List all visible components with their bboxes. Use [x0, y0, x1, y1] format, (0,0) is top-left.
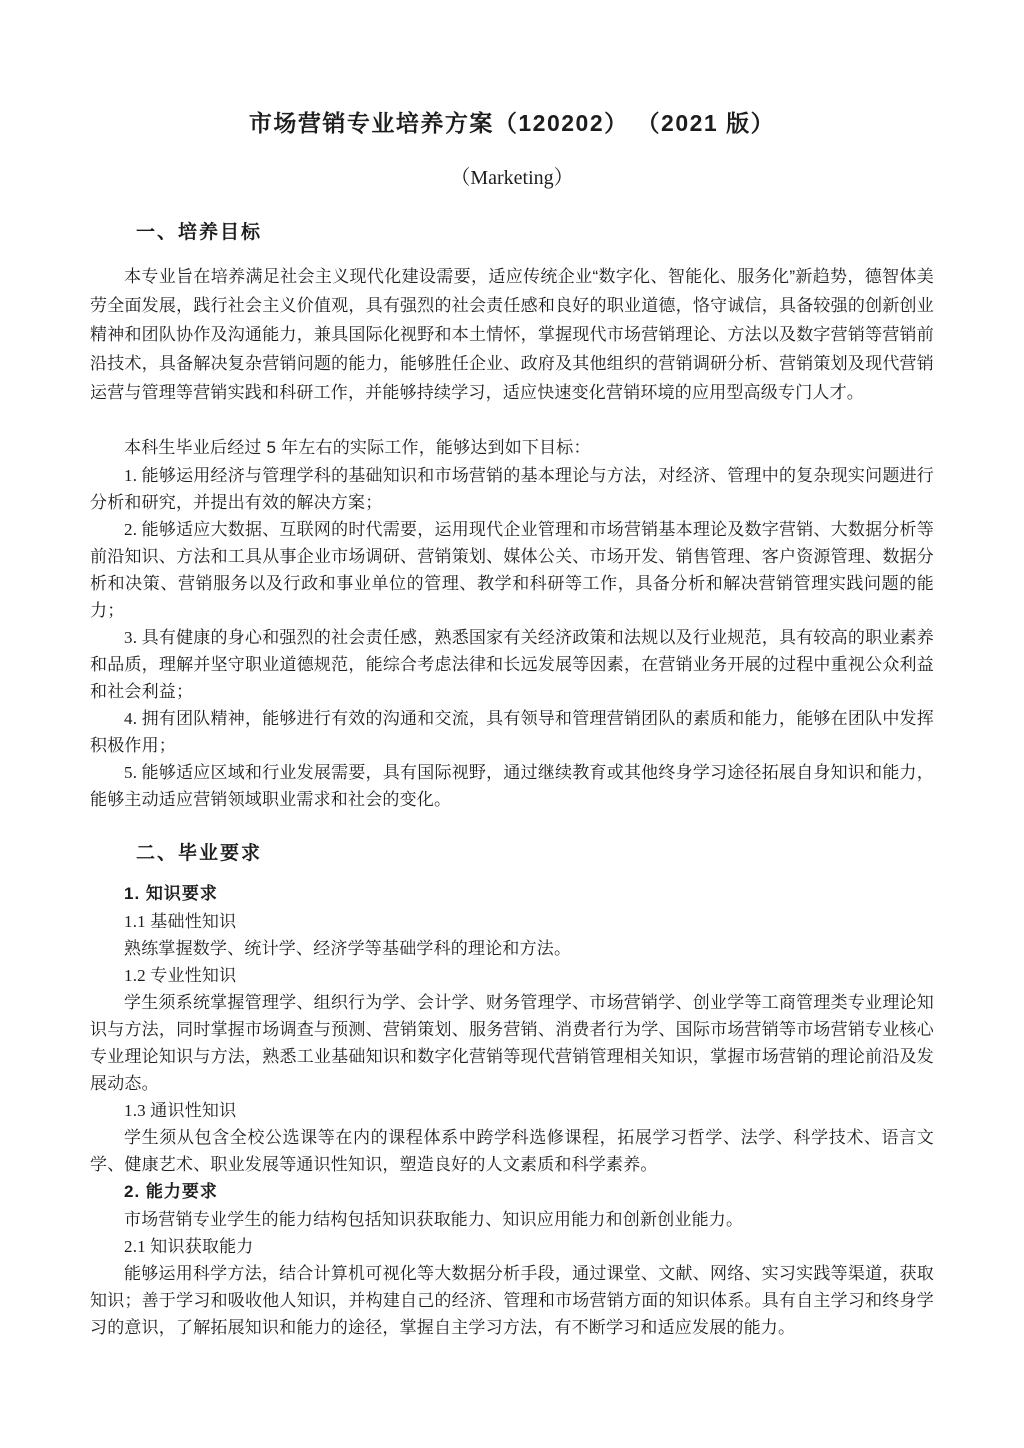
goal-item-2: 2. 能够适应大数据、互联网的时代需要，运用现代企业管理和市场营销基本理论及数字营销、大数据分析等前沿知识、方法和工具从事企业市场调研、营销策划、媒体公关、市场开发、销售管理、客户资源管理、数据分析和决策、营销服务以及行政和事业单位的管理、教学和科研等工作，具备分析和解决营销管理实践问题的能力； [90, 520, 934, 620]
document-title: 市场营销专业培养方案（120202） （2021 版） [248, 110, 776, 136]
ability-sub-2-1-title: 2.1 知识获取能力 [124, 1237, 254, 1256]
section-heading-graduation-requirements: 二、毕业要求 [136, 843, 263, 864]
knowledge-sub-1-1-title: 1.1 基础性知识 [124, 912, 237, 931]
knowledge-sub-1-3-title: 1.3 通识性知识 [124, 1101, 237, 1120]
knowledge-requirements-heading: 1. 知识要求 [124, 884, 218, 903]
ability-requirements-lead: 市场营销专业学生的能力结构包括知识获取能力、知识应用能力和创新创业能力。 [124, 1210, 744, 1229]
ability-sub-2-1-body: 能够运用科学方法，结合计算机可视化等大数据分析手段，通过课堂、文献、网络、实习实践等渠道，获取知识；善于学习和吸收他人知识，并构建自己的经济、管理和市场营销方面的知识体系。具有自主学习和终身学习的意识，了解拓展知识和能力的途径，掌握自主学习方法，有不断学习和适应发展的能力。 [90, 1264, 934, 1337]
goal-item-3: 3. 具有健康的身心和强烈的社会责任感，熟悉国家有关经济政策和法规以及行业规范，具有较高的职业素养和品质，理解并坚守职业道德规范，能综合考虑法律和长远发展等因素，在营销业务开展的过程中重视公众利益和社会利益； [90, 628, 934, 701]
document-subtitle: （Marketing） [450, 167, 574, 189]
knowledge-sub-1-3-body: 学生须从包含全校公选课等在内的课程体系中跨学科选修课程，拓展学习哲学、法学、科学技术、语言文学、健康艺术、职业发展等通识性知识，塑造良好的人文素质和科学素养。 [90, 1128, 934, 1174]
ability-requirements-heading: 2. 能力要求 [124, 1182, 218, 1201]
goal-item-4: 4. 拥有团队精神，能够进行有效的沟通和交流，具有领导和管理营销团队的素质和能力，能够在团队中发挥积极作用； [90, 709, 934, 755]
knowledge-sub-1-2-body: 学生须系统掌握管理学、组织行为学、会计学、财务管理学、市场营销学、创业学等工商管理类专业理论知识与方法，同时掌握市场调查与预测、营销策划、服务营销、消费者行为学、国际市场营销等市场营销专业核心专业理论知识与方法，熟悉工业基础知识和数字化营销等现代营销管理相关知识，掌握市场营销的理论前沿及发展动态。 [90, 993, 934, 1093]
knowledge-sub-1-2-title: 1.2 专业性知识 [124, 966, 237, 985]
knowledge-requirements-block [90, 880, 934, 1178]
ability-requirements-block [90, 1178, 934, 1341]
graduate-goals-lead: 本科生毕业后经过 5 年左右的实际工作，能够达到如下目标： [124, 438, 591, 457]
training-objectives-intro-paragraph: 本专业旨在培养满足社会主义现代化建设需要，适应传统企业“数字化、智能化、服务化”新趋势，德智体美劳全面发展，践行社会主义价值观，具有强烈的社会责任感和良好的职业道德，恪守诚信，具备较强的创新创业精神和团队协作及沟通能力，兼具国际化视野和本土情怀，掌握现代市场营销理论、方法以及数字营销等营销前沿技术，具备解决复杂营销问题的能力，能够胜任企业、政府及其他组织的营销调研分析、营销策划及现代营销运营与管理等营销实践和科研工作，并能够持续学习，适应快速变化营销环境的应用型高级专门人才。 [90, 267, 934, 402]
knowledge-sub-1-1-body: 熟练掌握数学、统计学、经济学等基础学科的理论和方法。 [124, 939, 572, 958]
goal-item-5: 5. 能够适应区域和行业发展需要，具有国际视野，通过继续教育或其他终身学习途径拓展自身知识和能力，能够主动适应营销领域职业需求和社会的变化。 [90, 763, 934, 809]
section-heading-training-objectives: 一、培养目标 [136, 222, 263, 243]
graduate-goals-list [90, 462, 934, 813]
goal-item-1: 1. 能够运用经济与管理学科的基础知识和市场营销的基本理论与方法，对经济、管理中的复杂现实问题进行分析和研究，并提出有效的解决方案； [90, 466, 934, 512]
